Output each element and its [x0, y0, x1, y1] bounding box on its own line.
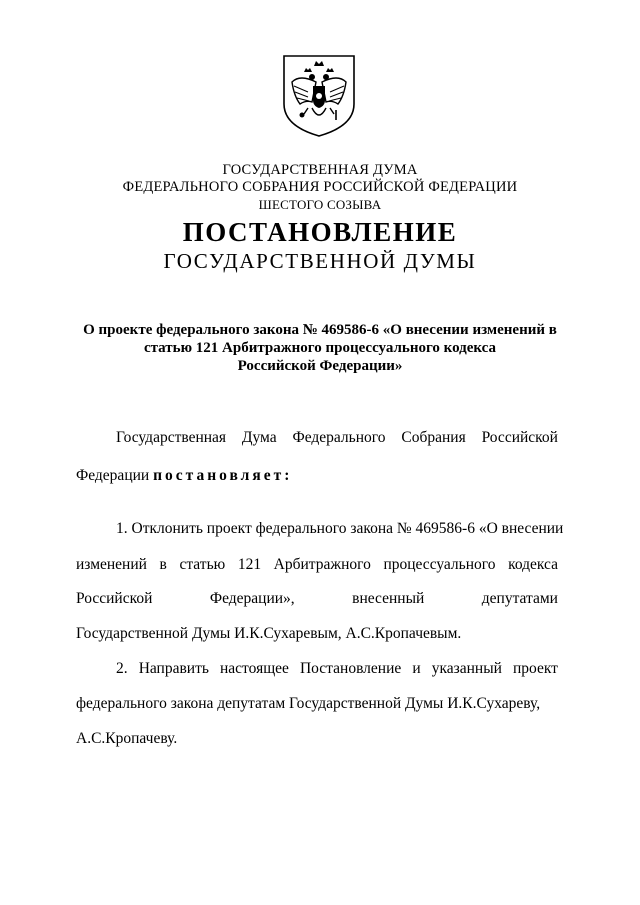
header-line-3: ШЕСТОГО СОЗЫВА: [258, 197, 382, 212]
document-title: ПОСТАНОВЛЕНИЕ: [182, 217, 458, 247]
word: статью: [179, 556, 226, 573]
word: Дума: [241, 429, 277, 446]
word: в: [159, 556, 167, 573]
word: внесенный: [352, 590, 425, 607]
word: Собрания: [401, 429, 466, 446]
word: изменений: [76, 556, 147, 573]
word: 2.: [116, 660, 128, 677]
resolves-keyword: постановляет:: [153, 467, 293, 484]
word: Российской: [481, 429, 558, 446]
subject-line-2: статью 121 Арбитражного процессуального кодекса: [143, 340, 497, 356]
word: Арбитражного: [273, 556, 371, 573]
preamble-line-2: [76, 466, 558, 486]
word: Государственная: [116, 429, 227, 446]
word: кодекса: [508, 556, 558, 573]
preamble-line-1: [116, 428, 558, 448]
document-subject: [60, 321, 580, 375]
word: депутатами: [481, 590, 558, 607]
word: настоящее: [220, 660, 289, 677]
subject-line-1: О проекте федерального закона № 469586-6 «О внесении изменений в: [83, 322, 557, 338]
word: и: [412, 660, 421, 677]
word: процессуального: [383, 556, 496, 573]
word: указанный: [431, 660, 502, 677]
item1-line-3: [76, 589, 558, 609]
item1-line-2: [76, 555, 558, 575]
preamble-text: Федерации: [76, 467, 150, 484]
item2-line-1: [116, 659, 558, 679]
coat-of-arms-emblem: [278, 52, 360, 138]
word: Федерального: [292, 429, 386, 446]
header-line-1: ГОСУДАРСТВЕННАЯ ДУМА: [222, 162, 418, 178]
word: Постановление: [299, 660, 402, 677]
item1-line-4: Государственной Думы И.К.Сухаревым, А.С.Кропачевым.: [76, 625, 462, 642]
document-subtitle: ГОСУДАРСТВЕННОЙ ДУМЫ: [163, 249, 477, 273]
item1-line-1: 1. Отклонить проект федерального закона № 469586-6 «О внесении: [116, 520, 564, 537]
item2-line-3: А.С.Кропачеву.: [76, 730, 178, 747]
word: Направить: [138, 660, 209, 677]
word: Федерации»,: [209, 590, 295, 607]
word: 121: [237, 556, 262, 573]
word: проект: [512, 660, 558, 677]
subject-line-3: Российской Федерации»: [237, 358, 403, 374]
header-line-2: ФЕДЕРАЛЬНОГО СОБРАНИЯ РОССИЙСКОЙ ФЕДЕРАЦИИ: [122, 179, 518, 195]
item2-line-2: федерального закона депутатам Государственной Думы И.К.Сухареву,: [76, 695, 541, 712]
word: Российской: [76, 590, 153, 607]
